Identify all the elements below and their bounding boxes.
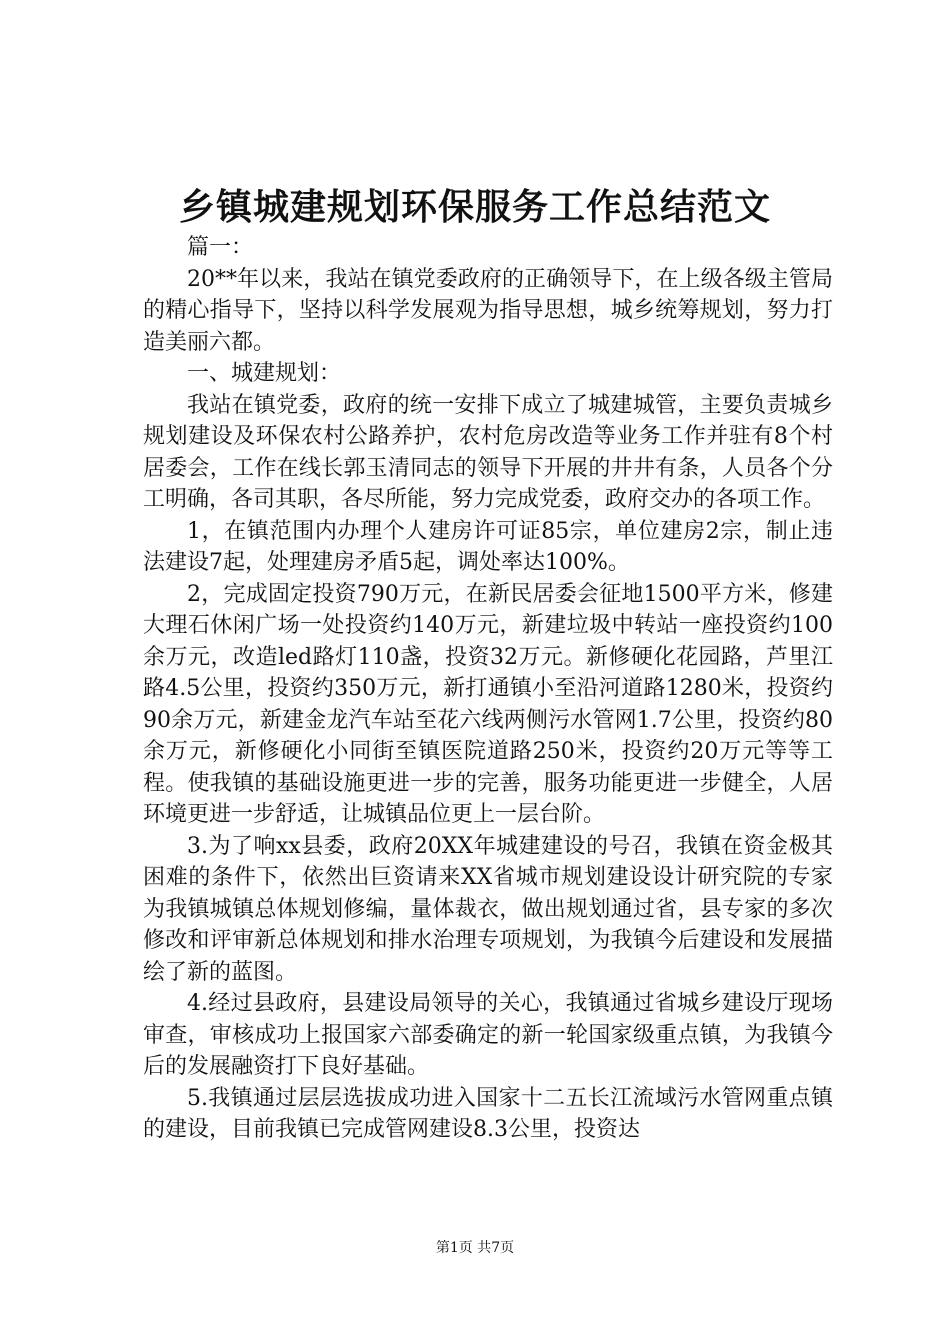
- paragraph-item-4: 4.经过县政府，县建设局领导的关心，我镇通过省城乡建设厅现场审查，审核成功上报国家六部委确定的新一轮国家级重点镇，为我镇今后的发展融资打下良好基础。: [143, 991, 833, 1079]
- paragraph-item-5: 5.我镇通过层层选拔成功进入国家十二五长江流域污水管网重点镇的建设，目前我镇已完成管网建设8.3公里，投资达: [143, 1085, 833, 1142]
- paragraph-station-overview: 我站在镇党委，政府的统一安排下成立了城建城管，主要负责城乡规划建设及环保农村公路养护，农村危房改造等业务工作并驻有8个村居委会，工作在线长郭玉清同志的领导下开展的井井有条，人员各个分工明确，各司其职，各尽所能，努力完成党委，政府交办的各项工作。: [143, 392, 833, 512]
- document-body: [143, 232, 833, 1146]
- paragraph-section-label: 篇一：: [187, 235, 254, 260]
- paragraph-item-2: 2，完成固定投资790万元，在新民居委会征地1500平方米，修建大理石休闲广场一处投资约140万元，新建垃圾中转站一座投资约100余万元，改造led路灯110盏，投资32万元。新修硬化花园路，芦里江路4.5公里，投资约350万元，新打通镇小至沿河道路1280米，投资约90余万元，新建金龙汽车站至花六线两侧污水管网1.7公里，投资约80余万元，新修硬化小同街至镇医院道路250米，投资约20万元等等工程。使我镇的基础设施更进一步的完善，服务功能更进一步健全，人居环境更进一步舒适，让城镇品位更上一层台阶。: [143, 581, 833, 827]
- paragraph-item-3: 3.为了响xx县委，政府20XX年城建建设的号召，我镇在资金极其困难的条件下，依然出巨资请来XX省城市规划建设设计研究院的专家为我镇城镇总体规划修编，量体裁衣，做出规划通过省，县专家的多次修改和评审新总体规划和排水治理专项规划，为我镇今后建设和发展描绘了新的蓝图。: [143, 833, 833, 985]
- paragraph-item-1: 1，在镇范围内办理个人建房许可证85宗，单位建房2宗，制止违法建设7起，处理建房矛盾5起，调处率达100%。: [143, 518, 833, 575]
- document-title: 乡镇城建规划环保服务工作总结范文: [178, 187, 771, 228]
- paragraph-intro: 20**年以来，我站在镇党委政府的正确领导下，在上级各级主管局的精心指导下，坚持以科学发展观为指导思想，城乡统筹规划，努力打造美丽六都。: [143, 266, 833, 355]
- page-number-footer: 第1页 共7页: [435, 1240, 515, 1256]
- paragraph-heading-urban-planning: 一、城建规划：: [187, 361, 342, 386]
